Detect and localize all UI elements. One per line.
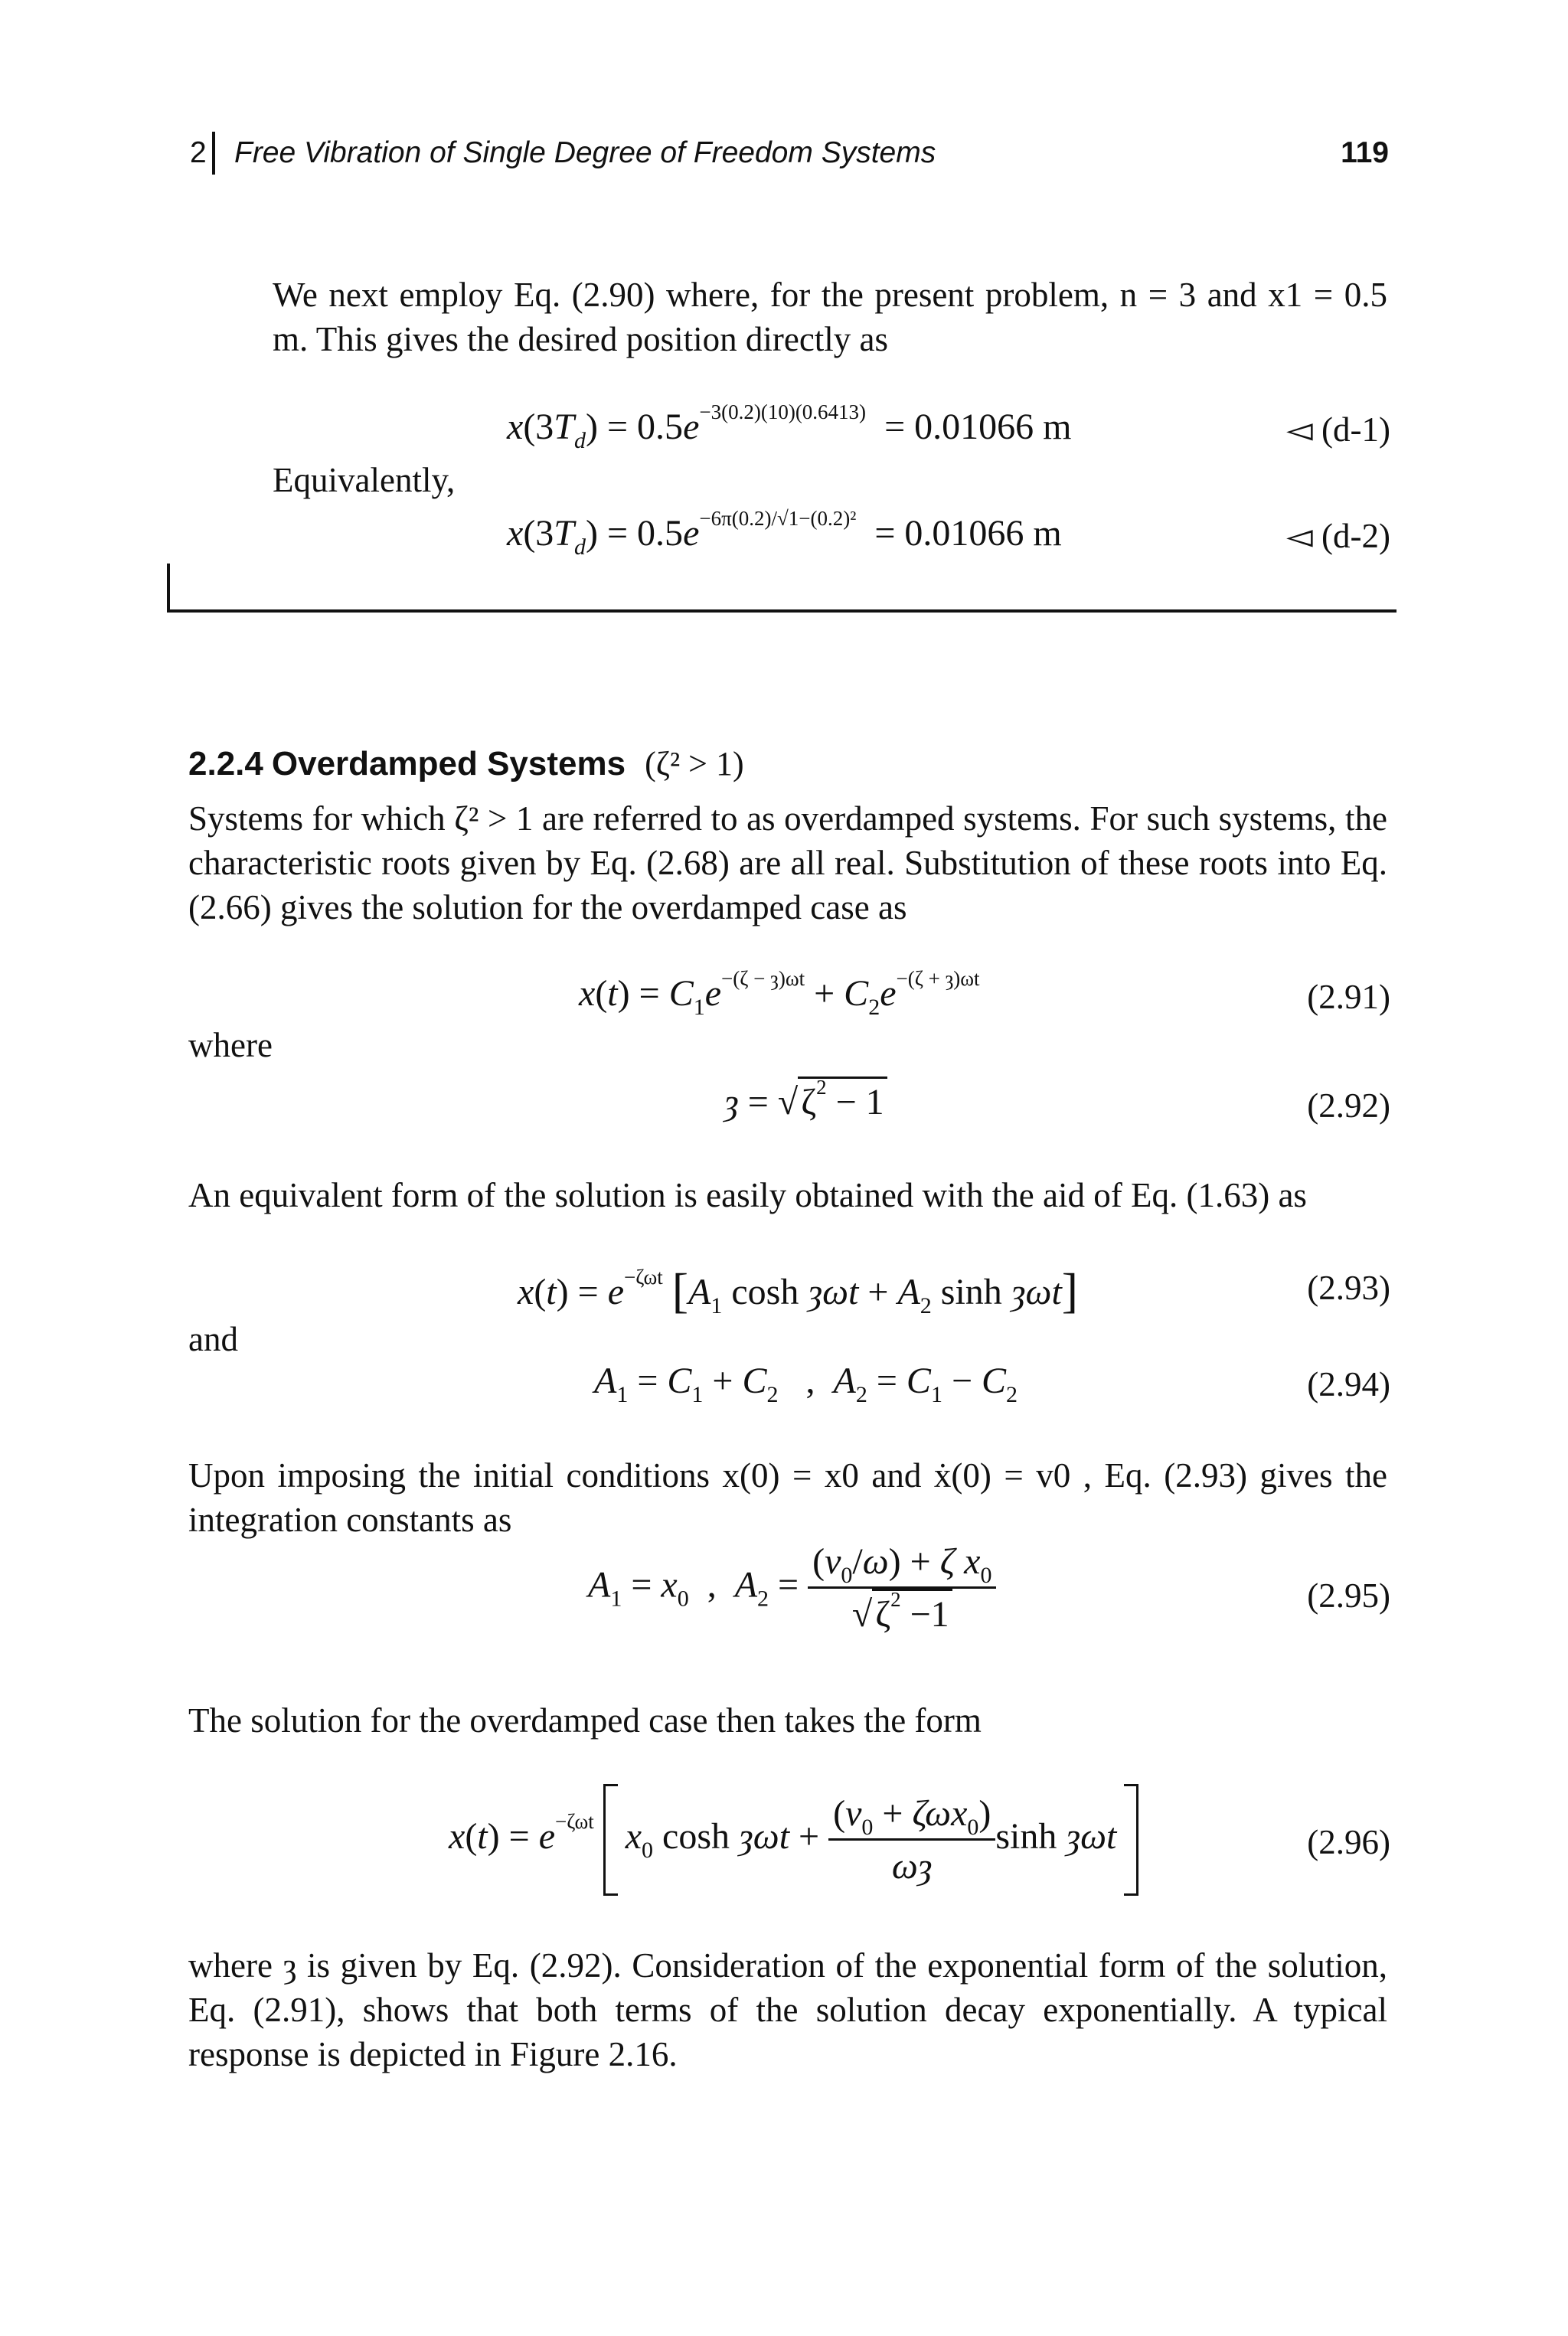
where-label-1: where	[188, 1026, 273, 1064]
header-divider	[212, 132, 215, 175]
equation-d2: $x(3T_d) = 0.5e^{-6\pi(0.2)/√1-(0.2)^2} = 0.01066$ m	[507, 507, 1062, 560]
equation-2-95: $A_1 = x_0$ , $A_2$ = $\frac{(v_0/\omega) + \zeta x_0}{√\zeta^2 -1}$	[588, 1544, 996, 1633]
equation-2-92: ȝ = $√\zeta^2 - 1$	[724, 1084, 887, 1121]
section-paragraph-2: An equivalent form of the solution is easily obtained with the aid of Eq. (1.63) as	[188, 1176, 1307, 1214]
example-end-horizontal-rule	[167, 609, 1396, 613]
equation-number-2-94: (2.94)	[1307, 1365, 1390, 1403]
and-label: and	[188, 1320, 238, 1358]
section-number: 2.2.4	[188, 745, 263, 782]
section-condition: (ζ² > 1)	[645, 745, 744, 782]
equation-d1: $x(3T_d) = 0.5e^{-3(0.2)(10)(0.6413)} = 0.01066$ m	[507, 400, 1072, 453]
section-paragraph-1: Systems for which ζ² > 1 are referred to as overdamped systems. For such systems, the characteristic roots given by Eq. (2.68) are all real. Substitution of these roots into Eq. (2.66) gives the solution for the overdamped case as	[188, 799, 1387, 926]
equation-2-94: $A_1 = C_1 + C_2$ , $A_2 = C_1 - C_2$	[594, 1361, 1018, 1407]
equation-2-96: $x(t) = e^{-\zeta\omega t}$ $x_0$ cosh ȝωt + $\frac{(v_0 + \zeta\omega x_0)}{\omega ȝ}$ sinh ȝωt	[449, 1784, 1138, 1896]
equivalently-label: Equivalently,	[273, 461, 456, 499]
example-end-vertical-rule	[167, 564, 170, 613]
intro-paragraph: We next employ Eq. (2.90) where, for the present problem, n = 3 and x1 = 0.5 m. This gives the desired position directly as	[273, 276, 1387, 358]
equation-tag-d2: ◅ (d-2)	[1286, 517, 1390, 555]
running-title: Free Vibration of Single Degree of Freedom Systems	[234, 136, 936, 169]
equation-number-2-91: (2.91)	[1307, 978, 1390, 1016]
equation-tag-d1: ◅ (d-1)	[1286, 410, 1390, 449]
section-paragraph-3: Upon imposing the initial conditions x(0) = x0 and ẋ(0) = v0 , Eq. (2.93) gives the integration constants as	[188, 1456, 1387, 1539]
equation-number-2-93: (2.93)	[1307, 1269, 1390, 1307]
chapter-number: 2	[190, 136, 207, 169]
equation-2-93: $x(t) = e^{-\zeta\omega t}$ [$A_1$ cosh ȝωt + $A_2$ sinh ȝωt]	[518, 1263, 1079, 1318]
equation-number-2-96: (2.96)	[1307, 1823, 1390, 1861]
section-heading	[188, 744, 744, 783]
section-paragraph-5: where ȝ is given by Eq. (2.92). Consideration of the exponential form of the solution, Eq. (2.91), shows that both terms of the solution decay exponentially. A typical response is depicted in Figure 2.16.	[188, 1946, 1387, 2073]
section-paragraph-4: The solution for the overdamped case then takes the form	[188, 1701, 982, 1740]
equation-number-2-95: (2.95)	[1307, 1576, 1390, 1615]
equation-number-2-92: (2.92)	[1307, 1086, 1390, 1125]
equation-2-91: $x(t) = C_1e^{-(\zeta - ȝ)\omega t} + C_2e^{-(\zeta + ȝ)\omega t}$	[579, 967, 980, 1020]
page-number: 119	[1341, 136, 1389, 169]
section-title: Overdamped Systems	[271, 745, 626, 782]
